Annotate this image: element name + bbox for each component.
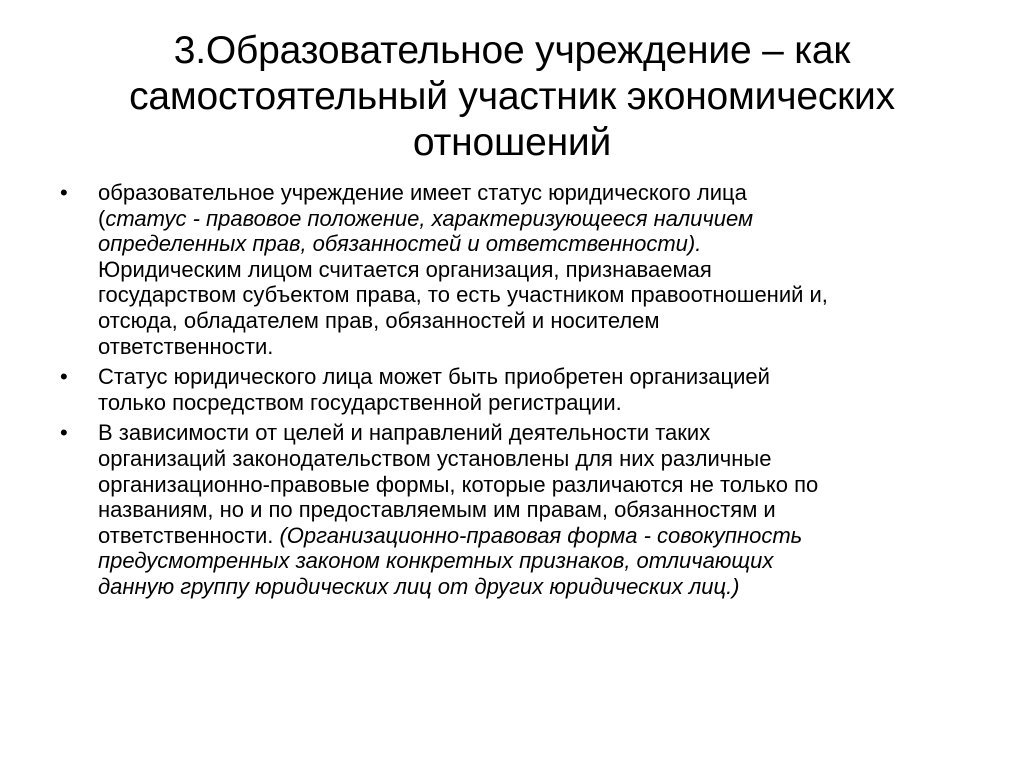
bullet-line [98, 548, 980, 574]
body-text: ответственности. [98, 333, 274, 359]
italic-text: данную группу юридических лиц от других юридических лиц.) [98, 573, 740, 599]
bullet-line [98, 180, 980, 206]
bullet-line [98, 497, 980, 523]
italic-text: (Организационно-правовая форма - совокупность [279, 522, 803, 548]
body-text: ответственности. [98, 522, 280, 548]
slide-title-line: отношений [412, 121, 612, 164]
bullet-marker: • [60, 180, 68, 205]
bullet-line [98, 231, 980, 257]
bullet-item [60, 420, 980, 599]
body-text: только посредством государственной регистрации. [98, 389, 622, 415]
slide-title-line: 3.Образовательное учреждение – как [173, 29, 851, 72]
bullet-line [98, 282, 980, 308]
body-text: Статус юридического лица может быть приобретен организацией [98, 364, 770, 390]
italic-text: определенных прав, обязанностей и ответственности). [98, 231, 702, 257]
bullet-line [98, 523, 980, 549]
bullet-line [98, 574, 980, 600]
body-text: названиям, но и по предоставляемым им правам, обязанностям и [98, 497, 776, 523]
bullet-line [98, 420, 980, 446]
bullet-line [98, 257, 980, 283]
body-text: ( [98, 205, 106, 231]
bullet-item [60, 364, 980, 415]
bullet-line [98, 206, 980, 232]
slide-title-line: самостоятельный участник экономических [129, 75, 895, 118]
italic-text: предусмотренных законом конкретных признаков, отличающих [98, 548, 774, 574]
bullet-list [60, 180, 980, 605]
bullet-item [60, 180, 980, 359]
body-text: В зависимости от целей и направлений деятельности таких [98, 420, 711, 446]
body-text: организационно-правовые формы, которые различаются не только по [98, 471, 819, 497]
italic-text: статус - правовое положение, характеризующееся наличием [105, 205, 754, 231]
body-text: организаций законодательством установлены для них различные [98, 445, 772, 471]
bullet-line [98, 364, 980, 390]
bullet-marker: • [60, 364, 68, 390]
body-text: Юридическим лицом считается организация, признаваемая [98, 256, 712, 282]
body-text: отсюда, обладателем прав, обязанностей и носителем [98, 307, 660, 333]
body-text: образовательное учреждение имеет статус юридического лица [98, 180, 747, 205]
body-text: государством субъектом права, то есть участником правоотношений и, [98, 282, 828, 308]
bullet-line [98, 308, 980, 334]
bullet-marker: • [60, 420, 68, 446]
bullet-line [98, 446, 980, 472]
bullet-line [98, 390, 980, 416]
slide-title [90, 28, 934, 166]
bullet-line [98, 334, 980, 360]
bullet-line [98, 472, 980, 498]
